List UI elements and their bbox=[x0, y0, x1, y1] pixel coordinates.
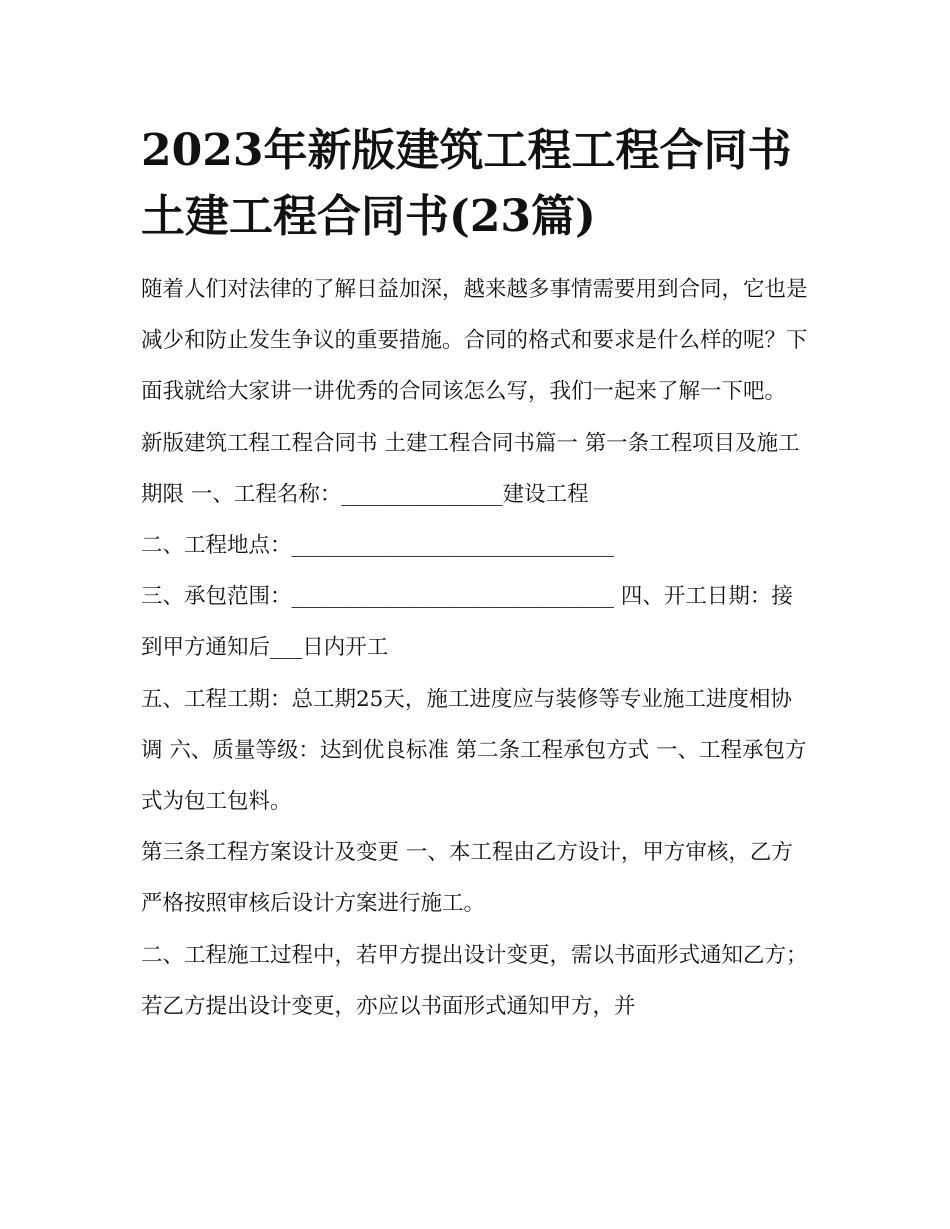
article-one-paragraph: 新版建筑工程工程合同书 土建工程合同书篇一 第一条工程项目及施工期限 一、工程名称：_______________建设工程 bbox=[141, 430, 800, 507]
construction-period-paragraph: 五、工程工期：总工期25天，施工进度应与装修等专业施工进度相协调 六、质量等级：达到优良标准 第二条工程承包方式 一、工程承包方式为包工包料。 bbox=[141, 686, 807, 815]
design-change-paragraph: 二、工程施工过程中，若甲方提出设计变更，需以书面形式通知乙方；若乙方提出设计变更，亦应以书面形式通知甲方，并 bbox=[141, 942, 808, 1019]
document-page bbox=[141, 118, 813, 1032]
document-title: 2023年新版建筑工程工程合同书 土建工程合同书(23篇) bbox=[141, 125, 792, 242]
intro-paragraph: 随着人们对法律的了解日益加深，越来越多事情需要用到合同，它也是减少和防止发生争议的重要措施。合同的格式和要求是什么样的呢？下面我就给大家讲一讲优秀的合同该怎么写，我们一起来了解一下吧。 bbox=[141, 277, 808, 405]
article-three-paragraph: 第三条工程方案设计及变更 一、本工程由乙方设计，甲方审核，乙方严格按照审核后设计方案进行施工。 bbox=[141, 840, 793, 917]
project-location-paragraph: 二、工程地点：______________________________ bbox=[141, 533, 615, 559]
contract-scope-paragraph: 三、承包范围：______________________________ 四、开工日期：接到甲方通知后___日内开工 bbox=[141, 584, 793, 661]
